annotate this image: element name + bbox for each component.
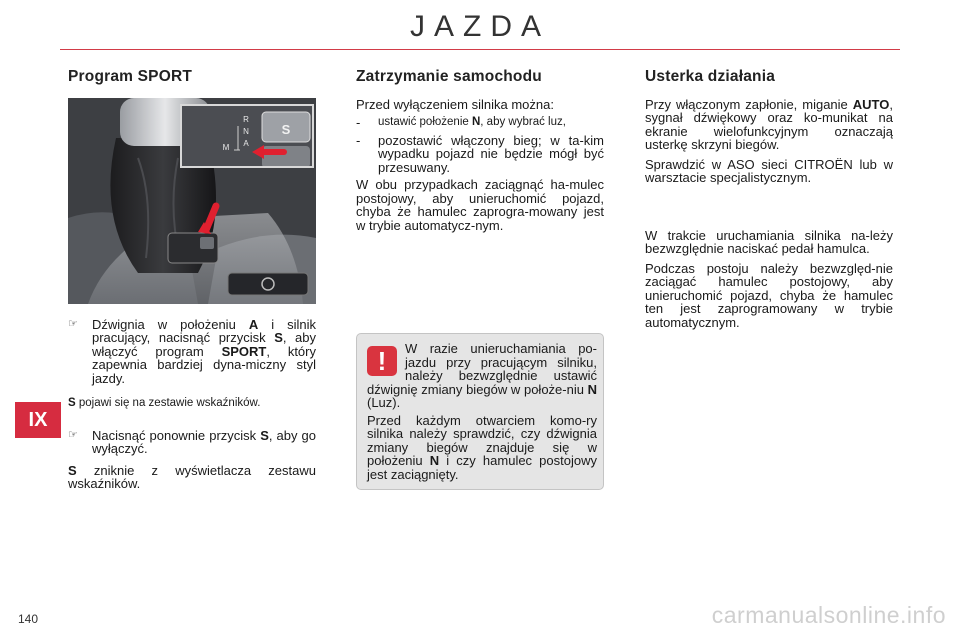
warning-icon: ! xyxy=(367,346,397,376)
inset-s-label: S xyxy=(281,121,291,137)
parking-brake-paragraph: W obu przypadkach zaciągnąć ha-mulec postojowy, aby unieruchomić pojazd, chyba że hamulec zaprogra-mowany jest w trybie automatycz-nym. xyxy=(356,177,604,233)
column-malfunction xyxy=(645,70,893,335)
section-tab: IX xyxy=(15,402,61,438)
gear-indicator-illustration xyxy=(182,106,312,166)
stopping-intro: Przed wyłączeniem silnika można: xyxy=(356,96,554,112)
heading-malfunction: Usterka działania xyxy=(645,68,776,85)
heading-program-sport: Program SPORT xyxy=(68,68,193,85)
button-closeup-inset xyxy=(180,104,314,168)
note-s-appears: S pojawi się na zestawie wskaźników. xyxy=(68,397,261,409)
list-item: - pozostawić włączony bieg; w ta-kim wypadku pojazd nie będzie mógł być przesuwany. xyxy=(356,132,604,175)
inset-r-label: R xyxy=(243,114,249,124)
start-brake-paragraph: W trakcie uruchamiania silnika na-leży bezwzględnie naciskać pedał hamulca. xyxy=(645,227,893,256)
column-stopping-vehicle xyxy=(356,70,604,238)
heading-stopping-vehicle: Zatrzymanie samochodu xyxy=(356,68,542,85)
pointing-hand-icon: ☞ xyxy=(68,428,78,441)
pointing-hand-icon: ☞ xyxy=(68,317,78,330)
parking-paragraph: Podczas postoju należy bezwzględ-nie zaciągać hamulec postojowy, aby unieruchomić pojazd, chyba że hamulec ten jest zaprogramowany w trybie automatycznym. xyxy=(645,260,893,330)
bullet-disable-sport: ☞ Nacisnąć ponownie przycisk S, aby go wyłączyć. xyxy=(68,427,316,456)
malfunction-paragraph-1: Przy włączonym zapłonie, miganie AUTO, sygnał dźwiękowy oraz ko-munikat na ekranie wielofunkcyjnym oznaczają usterkę skrzyni biegów. xyxy=(645,96,893,152)
column-program-sport xyxy=(68,70,316,497)
inset-m-label: M xyxy=(222,142,230,152)
page-number: 140 xyxy=(18,612,39,626)
watermark: carmanualsonline.info xyxy=(711,602,946,628)
title-divider xyxy=(60,49,900,50)
inset-n-label: N xyxy=(243,126,249,136)
warning-box xyxy=(356,333,604,490)
note-s-disappears: S zniknie z wyświetlacza zestawu wskaźników. xyxy=(68,462,316,491)
inset-a-label: A xyxy=(243,138,249,148)
malfunction-paragraph-2: Sprawdzić w ASO sieci CITROËN lub w warsztacie specjalistycznym. xyxy=(645,156,893,185)
bullet-enable-sport: ☞ Dźwignia w położeniu A i silnik pracujący, nacisnąć przycisk S, aby włączyć program SPORT, który zapewnia bardziej dyna-miczny styl jazdy. xyxy=(68,316,316,386)
page-title: JAZDA xyxy=(409,10,550,43)
list-item: - ustawić położenie N, aby wybrać luz, xyxy=(356,115,566,130)
warning-paragraph-2: Przed każdym otwarciem komo-ry silnika należy sprawdzić, czy dźwignia zmiany biegów znajduje się w położeniu N i czy hamulec postojowy jest zaciągnięty. xyxy=(367,412,597,482)
warning-paragraph-1: W razie unieruchamiania po-jazdu przy pracującym silniku, należy bezwzględnie ustawić dźwignię zmiany biegów w położe-niu N (Luz). xyxy=(367,341,597,410)
gear-selector-photo xyxy=(68,98,316,304)
